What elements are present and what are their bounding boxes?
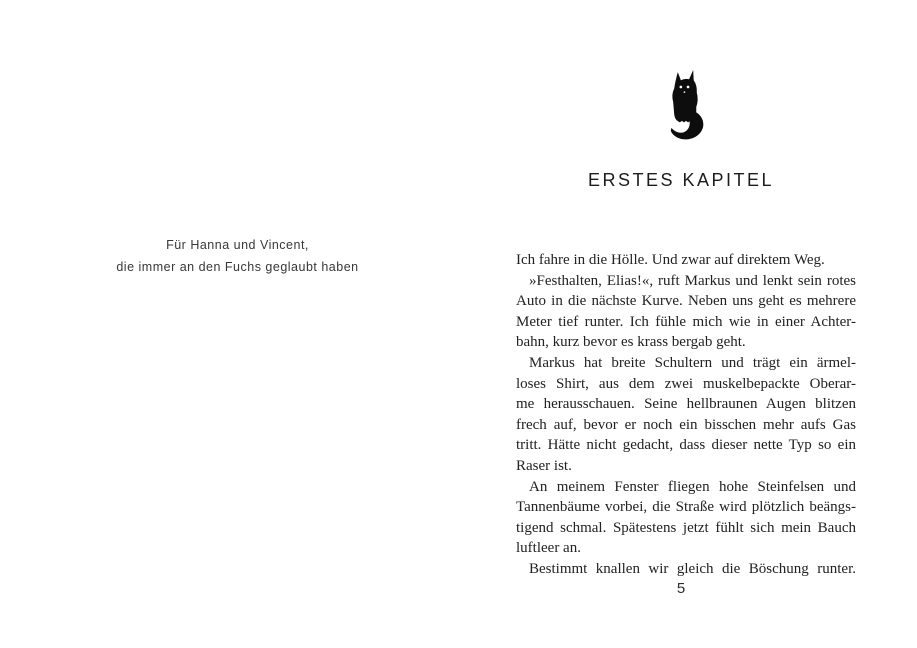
text-line: loses Shirt, aus dem zwei muskelbepackte Oberar- bbox=[516, 375, 856, 392]
text-line: me herausschauen. Seine hellbraunen Augen blitzen bbox=[516, 396, 856, 413]
text-line: tigend schmal. Spätestens jetzt fühlt sich mein Bauch bbox=[516, 519, 856, 536]
text-line: tritt. Hätte nicht gedacht, dass dieser nette Typ so ein bbox=[516, 437, 856, 454]
text-line: An meinem Fenster fliegen hohe Steinfelsen und bbox=[529, 478, 856, 495]
text-line: Bestimmt knallen wir gleich die Böschung runter. bbox=[529, 560, 856, 577]
text-line: luftleer an. bbox=[516, 540, 581, 557]
left-page bbox=[0, 0, 458, 648]
chapter-heading: ERSTES KAPITEL bbox=[587, 170, 775, 190]
fox-silhouette-icon bbox=[667, 69, 705, 147]
text-line: Tannenbäume vorbei, die Straße wird plötzlich beängs- bbox=[516, 499, 856, 516]
body-text bbox=[516, 250, 856, 580]
fox-illustration bbox=[667, 69, 705, 147]
text-line: Ich fahre in die Hölle. Und zwar auf direktem Weg. bbox=[516, 252, 825, 268]
text-line: »Festhalten, Elias!«, ruft Markus und lenkt sein rotes bbox=[529, 272, 856, 289]
text-line: frech auf, bevor er noch ein bisschen mehr aufs Gas bbox=[516, 416, 856, 433]
text-line: Raser ist. bbox=[516, 457, 572, 474]
dedication bbox=[0, 234, 475, 278]
text-line: bahn, kurz bevor es krass bergab geht. bbox=[516, 334, 746, 351]
dedication-line: Für Hanna und Vincent, bbox=[166, 238, 309, 252]
right-page bbox=[458, 0, 917, 648]
text-line: Meter tief runter. Ich fühle mich wie in einer Achter- bbox=[516, 313, 856, 330]
text-line: Auto in die nächste Kurve. Neben uns geht es mehrere bbox=[516, 293, 856, 310]
page-number: 5 bbox=[676, 580, 686, 597]
dedication-line: die immer an den Fuchs geglaubt haben bbox=[116, 260, 359, 274]
text-line: Markus hat breite Schultern und trägt ein ärmel- bbox=[529, 354, 856, 371]
